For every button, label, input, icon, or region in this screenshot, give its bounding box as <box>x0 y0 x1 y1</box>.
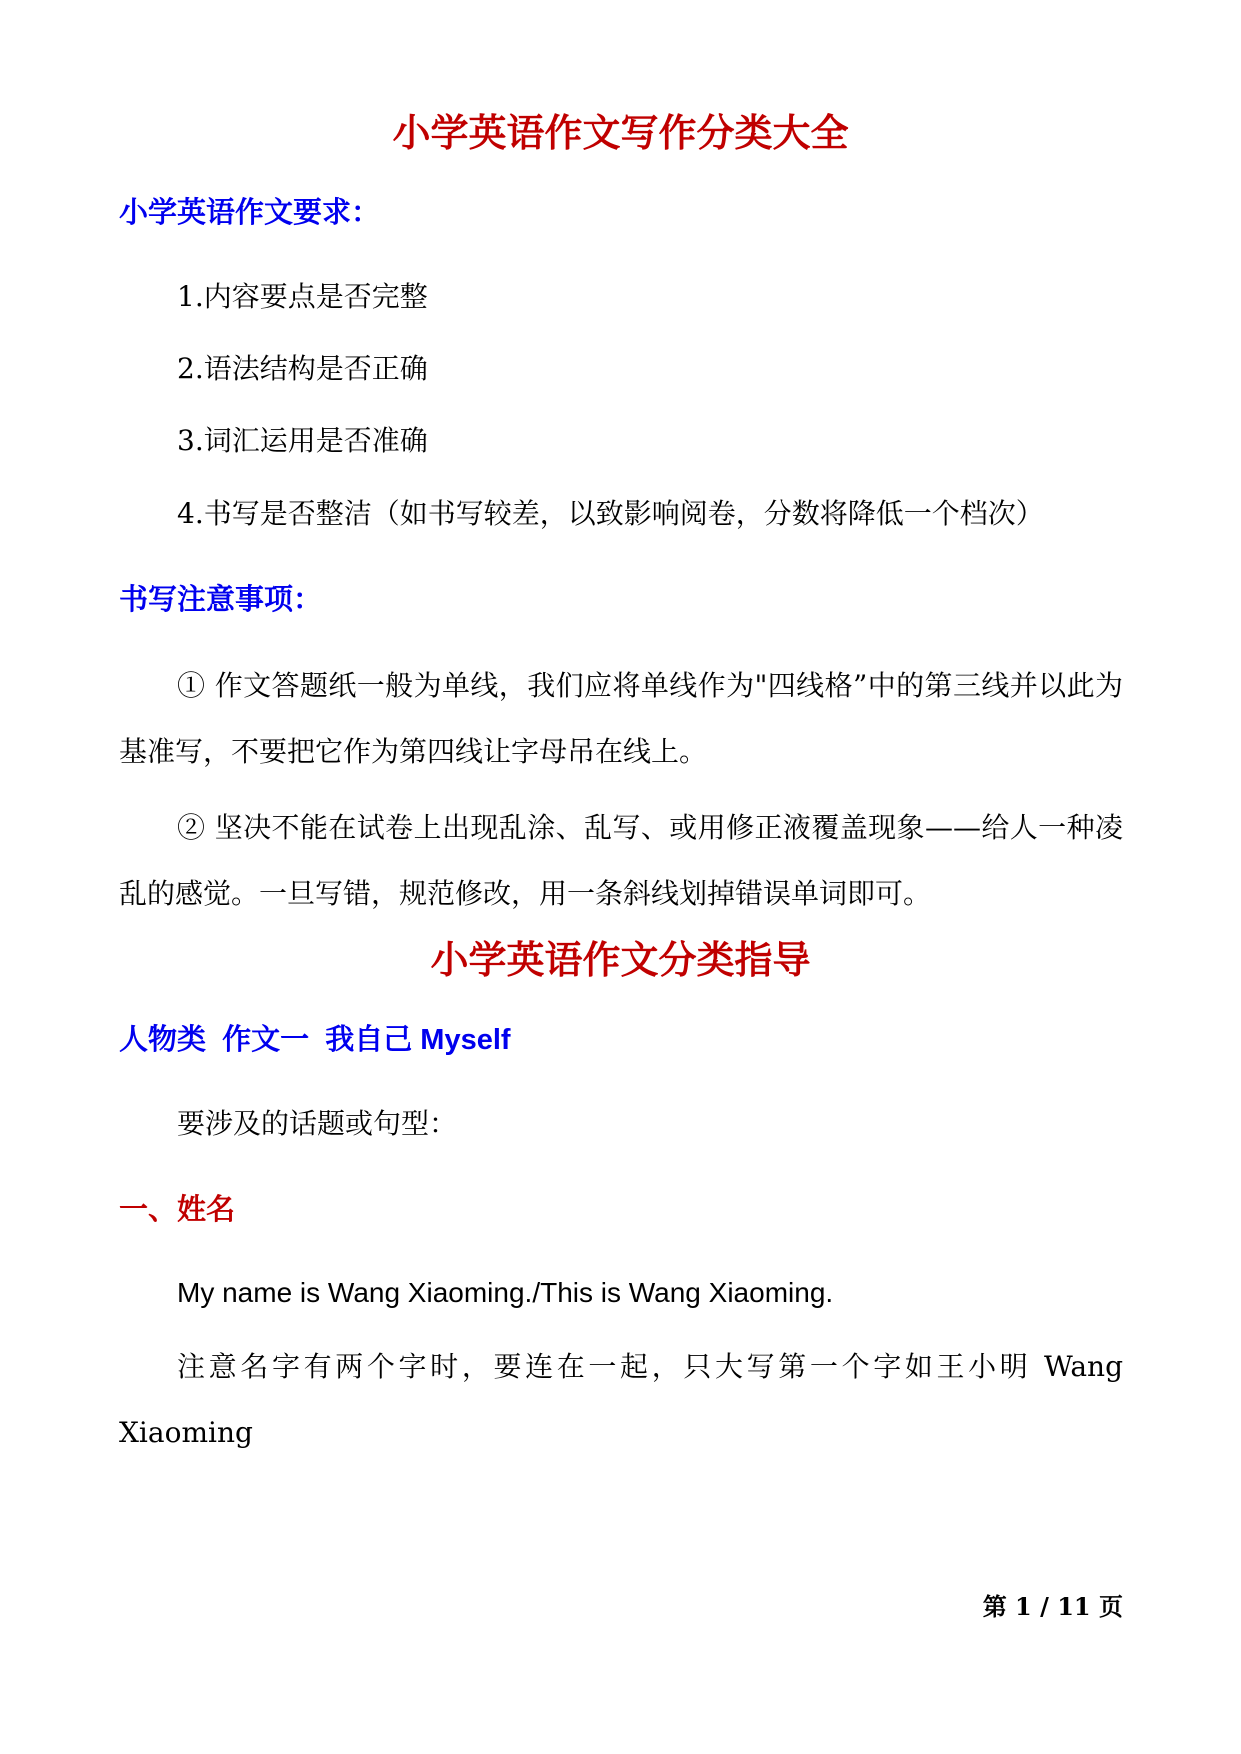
name-note-paragraph: 注意名字有两个字时，要连在一起，只大写第一个字如王小明 Wang Xiaoming <box>119 1350 1123 1449</box>
category-heading: 人物类 作文一 我自己 Myself <box>119 1024 511 1056</box>
requirement-item: 4.书写是否整洁（如书写较差，以致影响阅卷，分数将降低一个档次） <box>177 497 1044 530</box>
note-paragraph: ② 坚决不能在试卷上出现乱涂、乱写、或用修正液覆盖现象——给人一种凌乱的感觉。一旦写错，规范修改，用一条斜线划掉错误单词即可。 <box>119 811 1123 910</box>
requirement-item: 3.词汇运用是否准确 <box>177 424 428 457</box>
requirement-item: 2.语法结构是否正确 <box>177 352 428 385</box>
requirement-item: 1.内容要点是否完整 <box>177 280 428 313</box>
note-paragraph: ① 作文答题纸一般为单线，我们应将单线作为"四线格”中的第三线并以此为基准写，不要把它作为第四线让字母吊在线上。 <box>119 669 1123 768</box>
notes-heading: 书写注意事项： <box>119 582 323 616</box>
topics-intro: 要涉及的话题或句型： <box>177 1107 458 1140</box>
requirements-heading: 小学英语作文要求： <box>119 195 381 229</box>
section-heading-name: 一、姓名 <box>119 1192 236 1226</box>
guide-title: 小学英语作文分类指导 <box>430 937 811 982</box>
page-number: 第 1 / 11 页 <box>982 1592 1123 1621</box>
example-sentence: My name is Wang Xiaoming./This is Wang Xiaoming. <box>177 1277 834 1308</box>
document-title: 小学英语作文写作分类大全 <box>392 110 849 155</box>
